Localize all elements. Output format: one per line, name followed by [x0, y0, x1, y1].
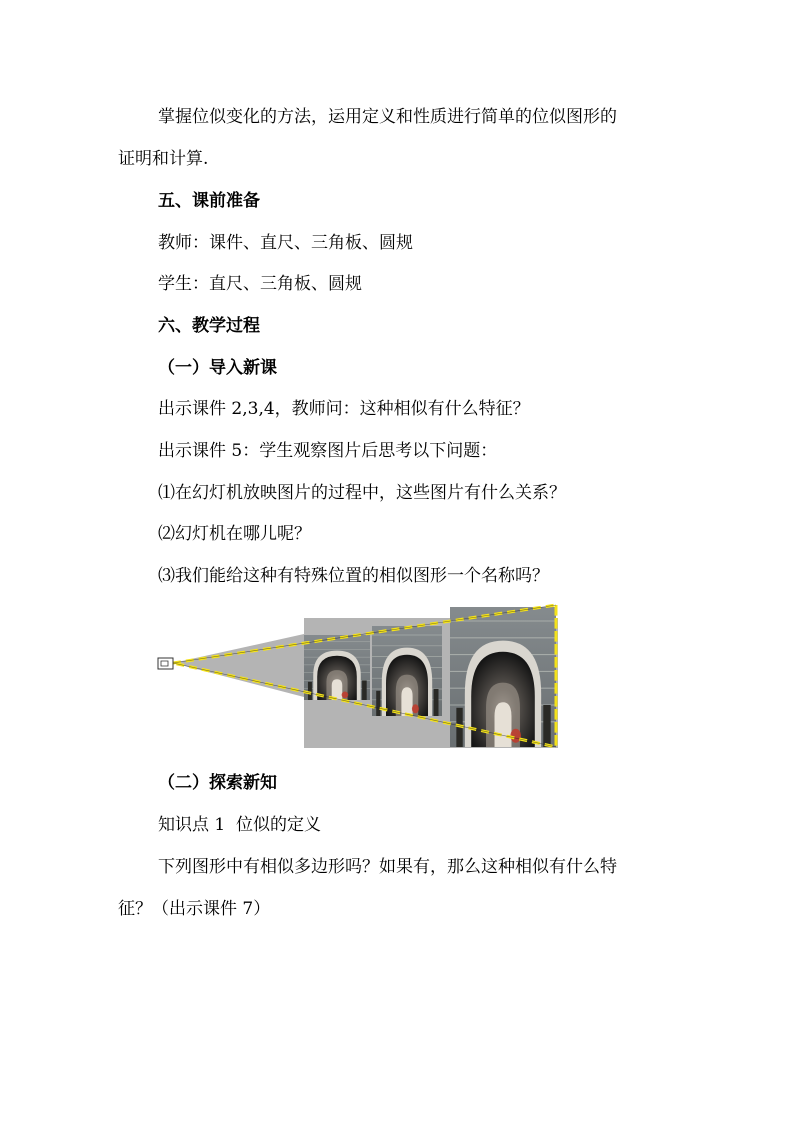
paragraph-line: 下列图形中有相似多边形吗？如果有，那么这种相似有什么特: [158, 857, 617, 877]
section-heading: 六、教学过程: [158, 316, 260, 336]
projector-icon: [158, 658, 173, 669]
projection-figure: [156, 602, 558, 752]
knowledge-point-title: 知识点 1 位似的定义: [158, 815, 322, 835]
projected-image-large: [450, 607, 556, 747]
paragraph-line: 出示课件 5：学生观察图片后思考以下问题：: [158, 441, 498, 461]
question-item: ⑵幻灯机在哪儿呢？: [158, 524, 311, 544]
paragraph-line: 征？（出示课件 7）: [118, 899, 271, 919]
question-item: ⑴在幻灯机放映图片的过程中，这些图片有什么关系？: [158, 483, 566, 503]
subsection-heading: （一）导入新课: [158, 358, 277, 378]
paragraph-line: 掌握位似变化的方法，运用定义和性质进行简单的位似图形的: [158, 107, 617, 127]
projected-image-medium: [372, 626, 442, 716]
section-heading: 五、课前准备: [158, 191, 260, 211]
paragraph-line: 出示课件 2,3,4，教师问：这种相似有什么特征？: [158, 399, 530, 419]
paragraph-line: 证明和计算.: [118, 149, 209, 169]
subsection-heading: （二）探索新知: [158, 773, 277, 793]
projected-image-small: [304, 635, 370, 700]
paragraph-line: 学生：直尺、三角板、圆规: [158, 274, 362, 294]
paragraph-line: 教师：课件、直尺、三角板、圆规: [158, 233, 413, 253]
question-item: ⑶我们能给这种有特殊位置的相似图形一个名称吗？: [158, 566, 549, 586]
